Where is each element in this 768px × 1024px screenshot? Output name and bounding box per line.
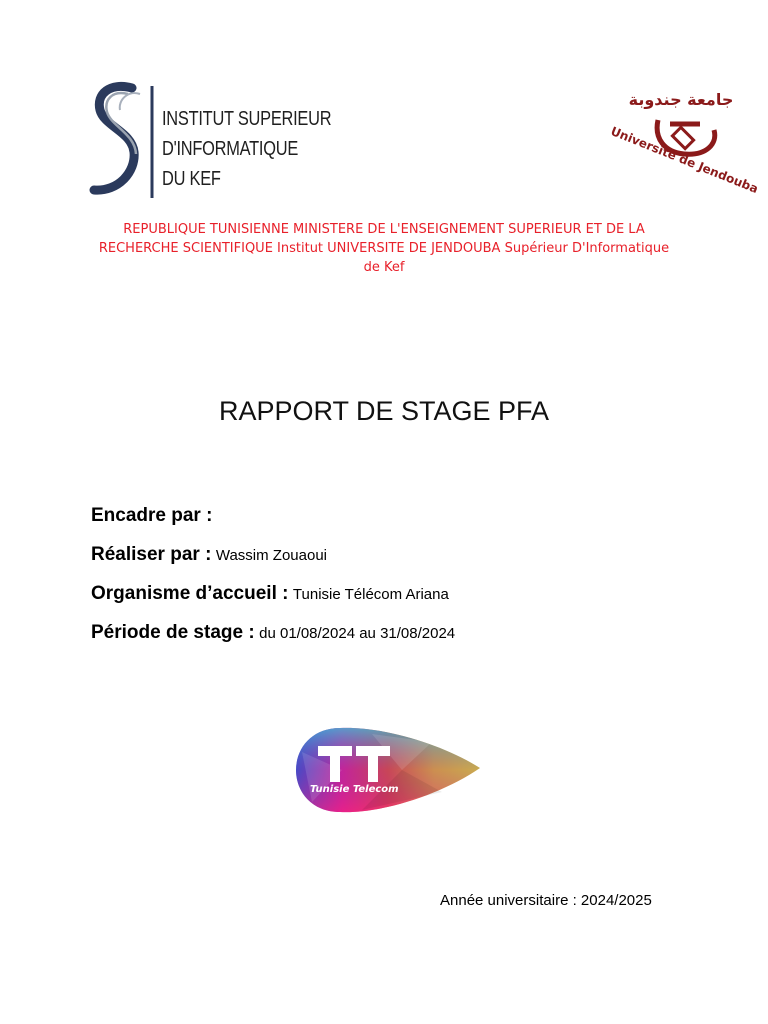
field-encadre [91, 505, 212, 527]
field-encadre-label: Encadre par : [91, 505, 213, 526]
tt-name: Tunisie Telecom [310, 784, 399, 795]
field-periode-value: du 01/08/2024 au 31/08/2024 [259, 625, 456, 642]
jendouba-logo [608, 90, 761, 197]
field-periode-label: Période de stage : [91, 622, 255, 643]
field-realiser [91, 544, 327, 566]
isi-logo [88, 80, 332, 202]
field-organisme-value: Tunisie Télécom Ariana [292, 586, 449, 603]
isi-name [162, 104, 331, 194]
isi-name-line1: INSTITUT SUPERIEUR [162, 108, 332, 130]
field-realiser-label: Réaliser par : [91, 544, 212, 565]
field-organisme [91, 583, 449, 605]
jendouba-arabic-name: جامعة جندوبة [628, 90, 734, 109]
isi-s-icon [88, 80, 160, 202]
document-title: RAPPORT DE STAGE PFA [218, 396, 550, 426]
tt-drop-icon [282, 722, 494, 820]
tunisie-telecom-logo [282, 722, 494, 820]
isi-name-line3: DU KEF [162, 168, 221, 190]
institution-header: REPUBLIQUE TUNISIENNE MINISTERE DE L'ENSEIGNEMENT SUPERIEUR ET DE LA RECHERCHE SCIENTIFIQUE Institut UNIVERSITE DE JENDOUBA Supérieur D'Informatique de Kef [98, 222, 670, 275]
field-periode [91, 622, 455, 644]
field-realiser-value: Wassim Zouaoui [215, 547, 328, 564]
academic-year: Année universitaire : 2024/2025 [440, 892, 652, 909]
isi-name-line2: D'INFORMATIQUE [162, 138, 299, 160]
field-organisme-label: Organisme d’accueil : [91, 583, 289, 604]
jendouba-latin-name: Université de Jendouba [608, 124, 761, 197]
